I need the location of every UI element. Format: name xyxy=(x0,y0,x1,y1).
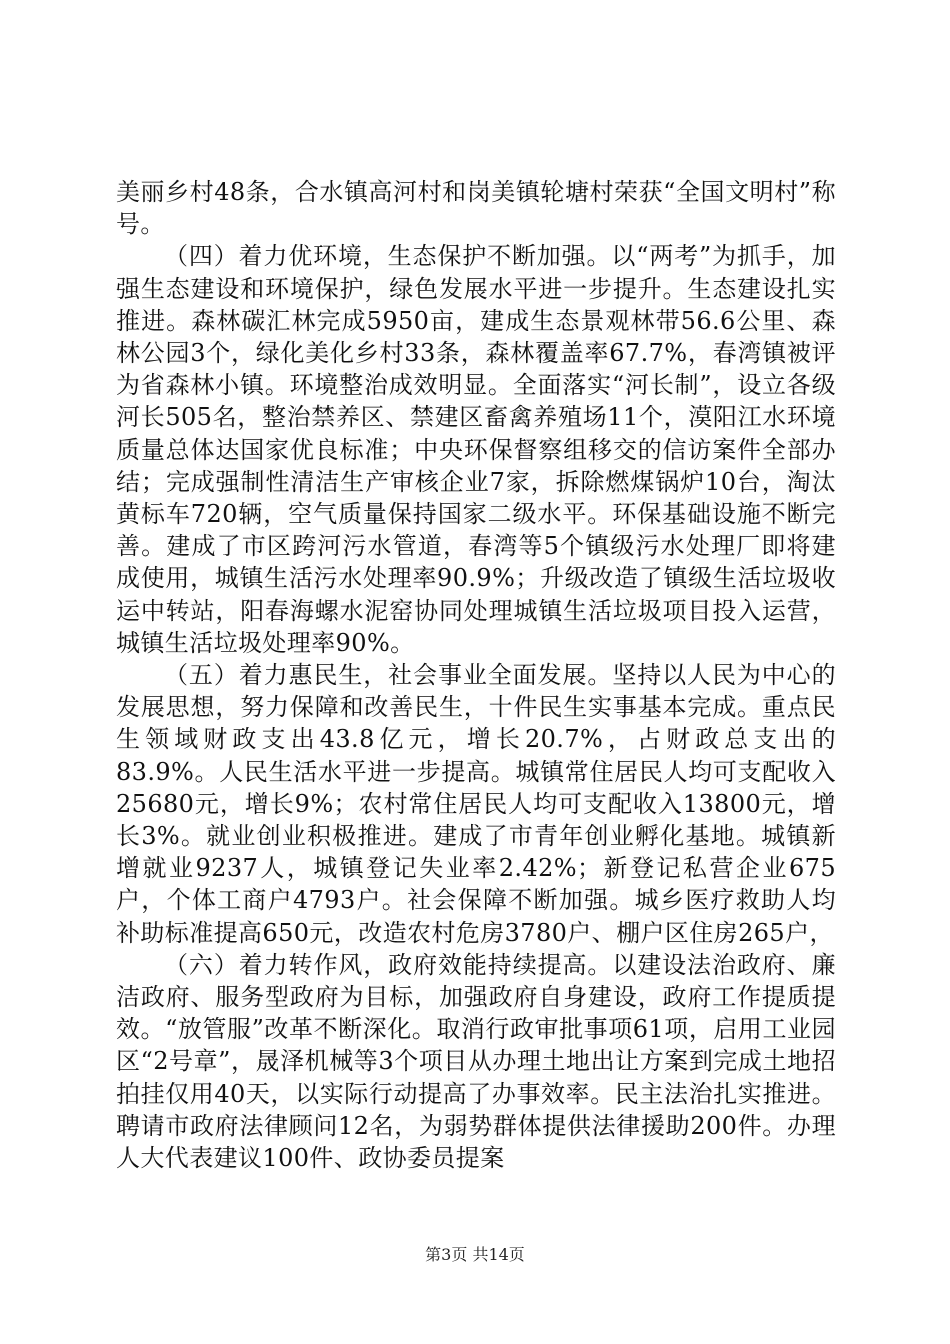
paragraph-continuation: 美丽乡村48条，合水镇高河村和岗美镇轮塘村荣获“全国文明村”称号。 xyxy=(116,178,836,239)
paragraph-section-5: （五）着力惠民生，社会事业全面发展。坚持以人民为中心的发展思想，努力保障和改善民生，十件民生实事基本完成。重点民生领域财政支出43.8亿元，增长20.7%，占财政总支出的83.9%。人民生活水平进一步提高。城镇常住居民人均可支配收入25680元，增长9%；农村常住居民人均可支配收入13800元，增长3%。就业创业积极推进。建成了市青年创业孵化基地。城镇新增就业9237人，城镇登记失业率2.42%；新登记私营企业675户，个体工商户4793户。社会保障不断加强。城乡医疗救助人均补助标准提高650元，改造农村危房3780户、棚户区住房265户， xyxy=(116,661,836,947)
page-footer: 第3页 共14页 xyxy=(425,1245,525,1264)
paragraph-section-6: （六）着力转作风，政府效能持续提高。以建设法治政府、廉洁政府、服务型政府为目标，加强政府自身建设，政府工作提质提效。“放管服”改革不断深化。取消行政审批事项61项，启用工业园区“2号章”，晟泽机械等3个项目从办理土地出让方案到完成土地招拍挂仅用40天，以实际行动提高了办事效率。民主法治扎实推进。聘请市政府法律顾问12名，为弱势群体提供法律援助200件。办理人大代表建议100件、政协委员提案 xyxy=(116,950,836,1173)
paragraph-section-4: （四）着力优环境，生态保护不断加强。以“两考”为抓手，加强生态建设和环境保护，绿色发展水平进一步提升。生态建设扎实推进。森林碳汇林完成5950亩，建成生态景观林带56.6公里、森林公园3个，绿化美化乡村33条，森林覆盖率67.7%，春湾镇被评为省森林小镇。环境整治成效明显。全面落实“河长制”，设立各级河长505名，整治禁养区、禁建区畜禽养殖场11个，漠阳江水环境质量总体达国家优良标准；中央环保督察组移交的信访案件全部办结；完成强制性清洁生产审核企业7家，拆除燃煤锅炉10台，淘汰黄标车720辆，空气质量保持国家二级水平。环保基础设施不断完善。建成了市区跨河污水管道，春湾等5个镇级污水处理厂即将建成使用，城镇生活污水处理率90.9%；升级改造了镇级生活垃圾收运中转站，阳春海螺水泥窑协同处理城镇生活垃圾项目投入运营，城镇生活垃圾处理率90%。 xyxy=(116,242,836,657)
document-body xyxy=(116,176,836,1174)
